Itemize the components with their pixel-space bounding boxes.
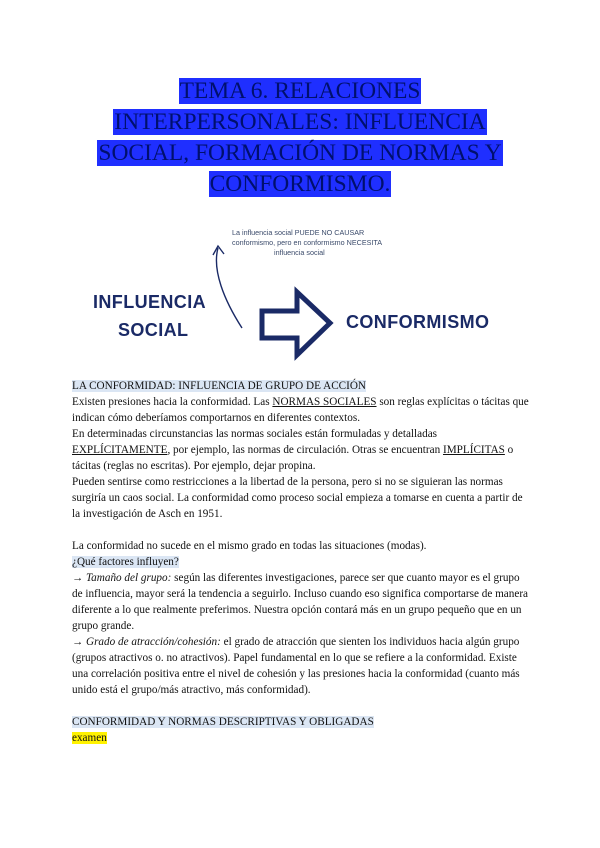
paragraph-explicitas-implicitas: En determinadas circunstancias las normas sociales están formuladas y detalladas EXPLÍCITAMENTE, por ejemplo, las normas de circulación. Otras se encuentran IMPLÍCITAS o tácitas (reglas no escritas). Por ejemplo, dejar propina. [72,428,514,472]
curved-arrow-line [216,248,242,328]
diagram-note-line-2: conformismo, pero en conformismo NECESITA [232,238,383,247]
big-arrow-icon [262,292,330,355]
label-conformismo: CONFORMISMO [346,312,490,332]
document-body [72,378,532,746]
factor-tamano-label: Tamaño del grupo: [85,572,172,584]
paragraph-restricciones: Pueden sentirse como restricciones a la libertad de la persona, pero si no se siguieran las normas surgiría un caos social. La conformidad como proceso social empieza a tomarse en cuenta a partir de la investigación de Asch en 1951. [72,476,523,520]
title-line-3: SOCIAL, FORMACIÓN DE NORMAS Y [98,140,502,166]
factor-tamano-grupo: → Tamaño del grupo: según las diferentes investigaciones, parece ser que cuanto mayor es el grupo de influencia, mayor será la tendencia a seguirlo. Incluso cuando eso significa comportarse de manera diferente a lo que realmente preferimos. Nuestra opción contará más en un grupo pequeño que en un grupo grande. [72,572,529,632]
paragraph-normas-sociales: Existen presiones hacia la conformidad. Las NORMAS SOCIALES son reglas explícitas o tácitas que indican cómo deberíamos comportarnos en diferentes contextos. [72,396,529,424]
title-line-1: TEMA 6. RELACIONES [179,78,421,104]
section-heading-conformidad: LA CONFORMIDAD: INFLUENCIA DE GRUPO DE ACCIÓN [72,380,366,392]
diagram-note-line-3: influencia social [274,248,325,257]
label-social: SOCIAL [118,320,189,340]
exam-tag: examen [72,732,107,744]
term-implicitas: IMPLÍCITAS [442,444,505,456]
question-factores: ¿Qué factores influyen? [72,556,179,568]
paragraph-grado: La conformidad no sucede en el mismo grado en todas las situaciones (modas). [72,540,427,552]
term-normas-sociales: NORMAS SOCIALES [272,396,377,408]
title-line-2: INTERPERSONALES: INFLUENCIA [114,109,486,135]
term-explicitamente: EXPLÍCITAMENTE [72,444,168,456]
label-influencia: INFLUENCIA [93,292,206,312]
factor-atraccion-cohesion: → Grado de atracción/cohesión: el grado de atracción que sienten los individuos hacia algún grupo (grupos atractivos o. no atractivos). Papel fundamental en lo que se refiere a la conformidad. Existe una correlación positiva entre el nivel de cohesión y las presiones hacia la conformidad (cuanto más unido está el grupo/más atractivo, más conformidad). [72,636,520,696]
title-line-4: CONFORMISMO. [209,171,391,197]
section-heading-normas-descriptivas: CONFORMIDAD Y NORMAS DESCRIPTIVAS Y OBLIGADAS [72,716,374,728]
curved-arrow-head [213,246,224,255]
diagram-note-line-1: La influencia social PUEDE NO CAUSAR [232,228,365,237]
factor-atraccion-label: Grado de atracción/cohesión: [85,636,221,648]
